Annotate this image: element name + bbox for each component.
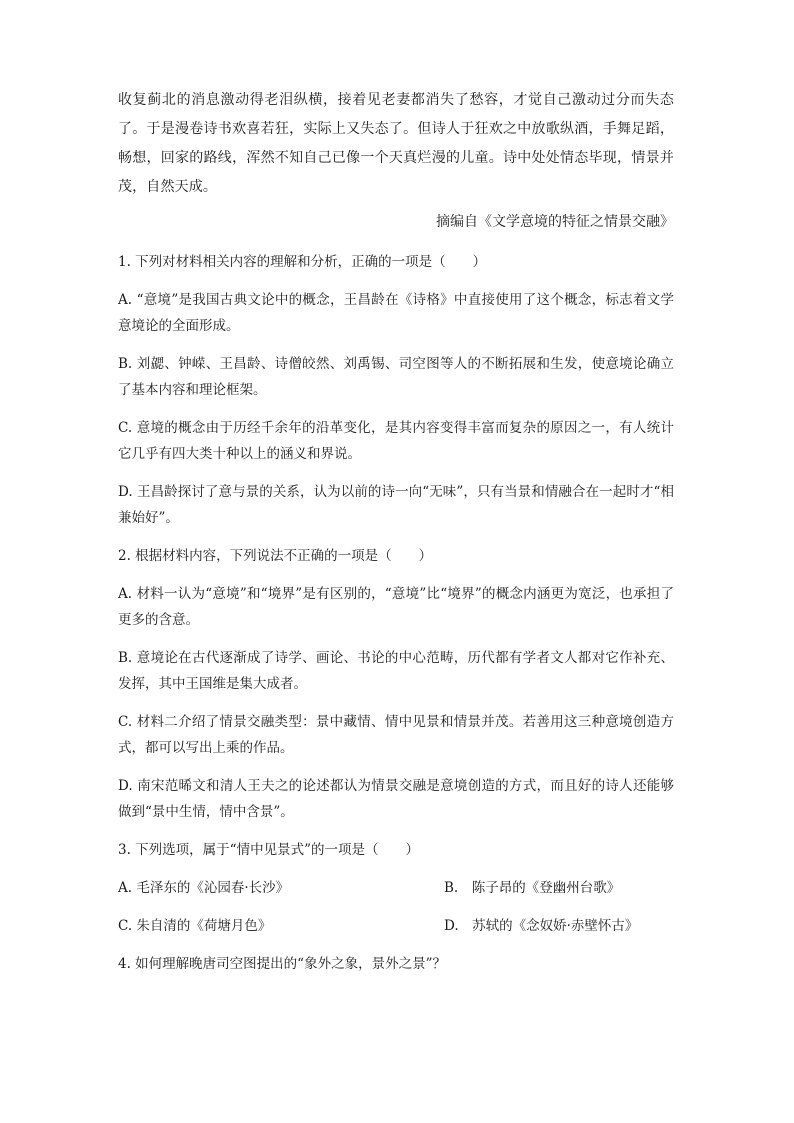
option-c: C. 意境的概念由于历经千余年的沿革变化，是其内容变得丰富而复杂的原因之一，有人统计它几乎有四大类十种以上的涵义和界说。 — [118, 420, 674, 462]
option-a: A. “意境”是我国古典文论中的概念，王昌龄在《诗格》中直接使用了这个概念，标志着文学意境论的全面形成。 — [118, 292, 674, 334]
question-stem: 2. 根据材料内容，下列说法不正确的一项是（ ） — [118, 548, 433, 564]
option-b: B. 陈子昂的《登幽州台歌》 — [444, 880, 621, 896]
option-b: B. 意境论在古代逐渐成了诗学、画论、书论的中心范畴，历代都有学者文人都对它作补充、发挥，其中王国维是集大成者。 — [118, 650, 674, 692]
option-c: C. 材料二介绍了情景交融类型：景中藏情、情中见景和情景并茂。若善用这三种意境创造方式，都可以写出上乘的作品。 — [118, 714, 674, 756]
option-row — [118, 875, 674, 901]
question-3 — [118, 837, 674, 939]
option-d: D. 南宋范晞文和清人王夫之的论述都认为情景交融是意境创造的方式，而且好的诗人还能够做到“景中生情，情中含景”。 — [118, 778, 674, 820]
passage-text: 收复蓟北的消息激动得老泪纵横，接着见老妻都消失了愁容，才觉自己激动过分而失态了。于是漫卷诗书欢喜若狂，实际上又失态了。但诗人于狂欢之中放歌纵酒，手舞足蹈，畅想，回家的路线，浑然不知自己已像一个天真烂漫的儿童。诗中处处情态毕现，情景并茂，自然天成。 — [118, 92, 674, 195]
question-1 — [118, 249, 674, 531]
question-stem: 4. 如何理解晚唐司空图提出的“象外之象，景外之景”？ — [118, 956, 446, 972]
question-2 — [118, 543, 674, 825]
option-a: A. 毛泽东的《沁园春·长沙》 — [118, 880, 290, 896]
question-stem: 1. 下列对材料相关内容的理解和分析，正确的一项是（ ） — [118, 254, 487, 270]
question-stem: 3. 下列选项，属于“情中见景式”的一项是（ ） — [118, 842, 419, 858]
option-d: D. 王昌龄探讨了意与景的关系，认为以前的诗一向“无味”，只有当景和情融合在一起时才“相兼始好”。 — [118, 484, 674, 526]
question-4 — [118, 951, 674, 977]
source-citation: 摘编自《文学意境的特征之情景交融》 — [436, 214, 674, 230]
exam-page — [118, 86, 674, 977]
option-c: C. 朱自清的《荷塘月色》 — [118, 918, 272, 934]
option-d: D. 苏轼的《念奴娇·赤壁怀古》 — [444, 918, 639, 934]
option-b: B. 刘勰、钟嵘、王昌龄、诗僧皎然、刘禹锡、司空图等人的不断拓展和生发，使意境论确立了基本内容和理论框架。 — [118, 356, 674, 398]
option-row — [118, 913, 674, 939]
option-a: A. 材料一认为“意境”和“境界”是有区别的，“意境”比“境界”的概念内涵更为宽泛，也承担了更多的含意。 — [118, 586, 674, 628]
